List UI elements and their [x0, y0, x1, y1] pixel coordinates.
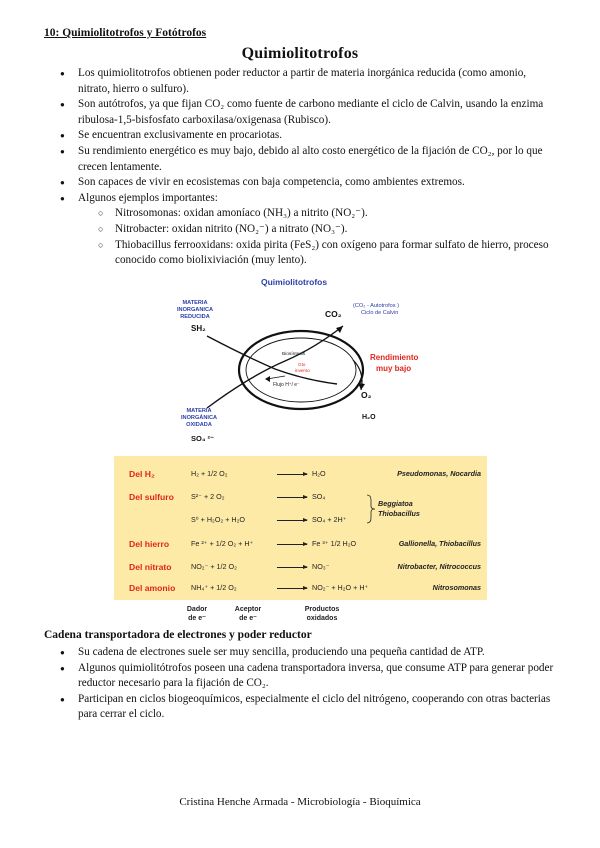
yield-label: muy bajo [376, 364, 412, 373]
oxidized-product: SO₄ [312, 492, 326, 501]
arrow-head [336, 326, 343, 333]
oxidized-product: NO₃⁻ [312, 562, 330, 571]
arrow-icon [277, 567, 307, 568]
electron-donor: H₂ + 1/2 O₂ [191, 469, 228, 478]
footer-text: de e⁻ [239, 614, 257, 622]
main-title: Quimiolitotrofos [241, 45, 359, 62]
arrow-icon [277, 474, 307, 475]
bullet-item: ● Su rendimiento energético es muy bajo, debido al alto costo energético de la fijación de CO₂, por lo que crecen lentamente. [62, 144, 558, 175]
oxidized-product: SO₄ + 2H⁺ [312, 515, 347, 524]
electron-donor: NO₂⁻ + 1/2 O₂ [191, 562, 237, 571]
arrow-head [358, 383, 365, 390]
bracket-icon [366, 494, 376, 524]
table-row [114, 583, 487, 597]
table-row [114, 492, 487, 506]
figure-title: Quimiolitotrofos [261, 277, 328, 287]
oxidized-product: H₂O [312, 469, 326, 478]
table-row [114, 515, 487, 529]
bullet-item: ● Se encuentran exclusivamente en procariotas. [62, 128, 558, 144]
arrow-head [265, 376, 270, 382]
oxidized-product: NO₂⁻ + H₂O + H⁺ [312, 583, 369, 592]
organism: Gallionella, Thiobacillus [398, 539, 481, 548]
footer-text: de e⁻ [188, 614, 206, 622]
column-footer-donor [180, 606, 214, 623]
electron-donor: S⁰ + H₂O₂ + H₂O [191, 515, 245, 524]
oxidized-matter-label: MATERIA [186, 408, 212, 414]
table-row [114, 539, 487, 553]
proton-flow-label: Flujo H⁺/ e⁻ [273, 382, 300, 388]
arrow-icon [277, 544, 307, 545]
bullet-item [62, 191, 558, 269]
table-row [114, 562, 487, 576]
o2-label: O₂ [361, 390, 372, 400]
co2-label: CO₂ [325, 309, 342, 319]
so4-label: SO₄ ²⁻ [191, 434, 214, 443]
bullet-list [62, 66, 558, 269]
bullet-item: ● Participan en ciclos biogeoquímicos, especialmente el ciclo del nitrógeno, cooperando con otras bacterias para cerrar el ciclo. [62, 692, 558, 723]
reverse-chain-label: inverso [295, 368, 310, 373]
cadena-title: Cadena transportadora de electrones y poder reductor [44, 629, 312, 641]
calvin-label: Ciclo de Calvin [361, 310, 399, 316]
row-label: Del sulfuro [129, 492, 174, 502]
organism: Pseudomonas, Nocardia [397, 469, 481, 478]
bullet-item: ● Su cadena de electrones suele ser muy sencilla, produciendo una pequeña cantidad de ATP. [62, 645, 558, 661]
reverse-chain-label: Gto [298, 362, 306, 367]
oxidized-matter-label: INORGÁNICA [180, 415, 218, 421]
column-footer-products [296, 606, 348, 623]
oxidized-product: Fe ³⁺ 1/2 H₂O [312, 539, 357, 548]
section-title: 10: Quimiolitotrofos y Fotótrofos [44, 27, 207, 39]
sub-bullet-item: ○ Nitrobacter: oxidan nitrito (NO₂⁻) a nitrato (NO₃⁻). [78, 222, 558, 238]
electron-donor: NH₄⁺ + 1/2 O₂ [191, 583, 237, 592]
footer-text: Dador [186, 606, 208, 613]
electron-donor: Fe ²⁺ + 1/2 O₂ + H⁺ [191, 539, 254, 548]
bullet-item-text: Algunos ejemplos importantes: [78, 191, 218, 204]
reduced-matter-label: INORGANICA [176, 307, 214, 313]
oxidized-matter-label: OXIDADA [186, 422, 212, 428]
arrow-icon [277, 497, 307, 498]
bullet-item: ● Son capaces de vivir en ecosistemas con baja competencia, como ambientes extremos. [62, 175, 558, 191]
column-footer-acceptor [228, 606, 268, 623]
h2o-label: H₂O [362, 414, 376, 421]
cadena-bullet-list [62, 645, 558, 723]
organism: Nitrobacter, Nitrococcus [397, 562, 481, 571]
bullet-item: ● Son autótrofos, ya que fijan CO₂ como fuente de carbono mediante el ciclo de Calvin, usando la enzima ribulosa-1,5-bisfosfato carboxilasa/oxigenasa (Rubisco). [62, 97, 558, 128]
yield-label: Rendimiento [370, 353, 419, 362]
sh2-label: SH₂ [191, 324, 206, 333]
row-label: Del H₂ [129, 469, 155, 479]
footer-text: oxidados [306, 614, 338, 622]
footer-text: Productos [304, 606, 340, 613]
arrow-icon [277, 520, 307, 521]
row-label: Del amonio [129, 583, 176, 593]
bracket-organism: Thiobacillus [378, 509, 420, 518]
sub-bullet-list [78, 206, 558, 268]
output-arrow-curve [207, 326, 343, 408]
sub-bullet-item: ○ Thiobacillus ferrooxidans: oxida pirita (FeS₂) con oxígeno para formar sulfato de hierro, proceso conocido como biolixiviación (muy lento). [78, 238, 558, 269]
organism: Nitrosomonas [432, 583, 481, 592]
table-row [114, 469, 487, 483]
sub-bullet-item: ○ Nitrosomonas: oxidan amoníaco (NH₃) a nitrito (NO₂⁻). [78, 206, 558, 222]
arrow-icon [277, 588, 307, 589]
chemolithotroph-diagram [115, 276, 495, 452]
bracket-organism: Beggiatoa [378, 499, 413, 508]
bullet-item: ● Algunos quimiolitótrofos poseen una cadena transportadora inversa, que consume ATP para generar poder reductor necesario para la fijación de CO₂. [62, 661, 558, 692]
row-label: Del nitrato [129, 562, 172, 572]
chemolithotroph-table [114, 456, 487, 600]
calvin-label: (CO₂ - Autotrofos ) [353, 303, 400, 309]
biosynthesis-label: Biosíntesis [282, 352, 306, 357]
footer-text: Aceptor [234, 606, 262, 613]
bullet-item: ● Los quimiolitotrofos obtienen poder reductor a partir de materia inorgánica reducida (como amonio, nitrato, hierro o sulfuro). [62, 66, 558, 97]
row-label: Del hierro [129, 539, 170, 549]
reduced-matter-label: MATERIA [182, 300, 208, 306]
electron-donor: S²⁻ + 2 O₂ [191, 492, 225, 501]
page-footer: Cristina Henche Armada - Microbiología - Bioquímica [179, 796, 421, 808]
reduced-matter-label: REDUCIDA [180, 314, 210, 320]
